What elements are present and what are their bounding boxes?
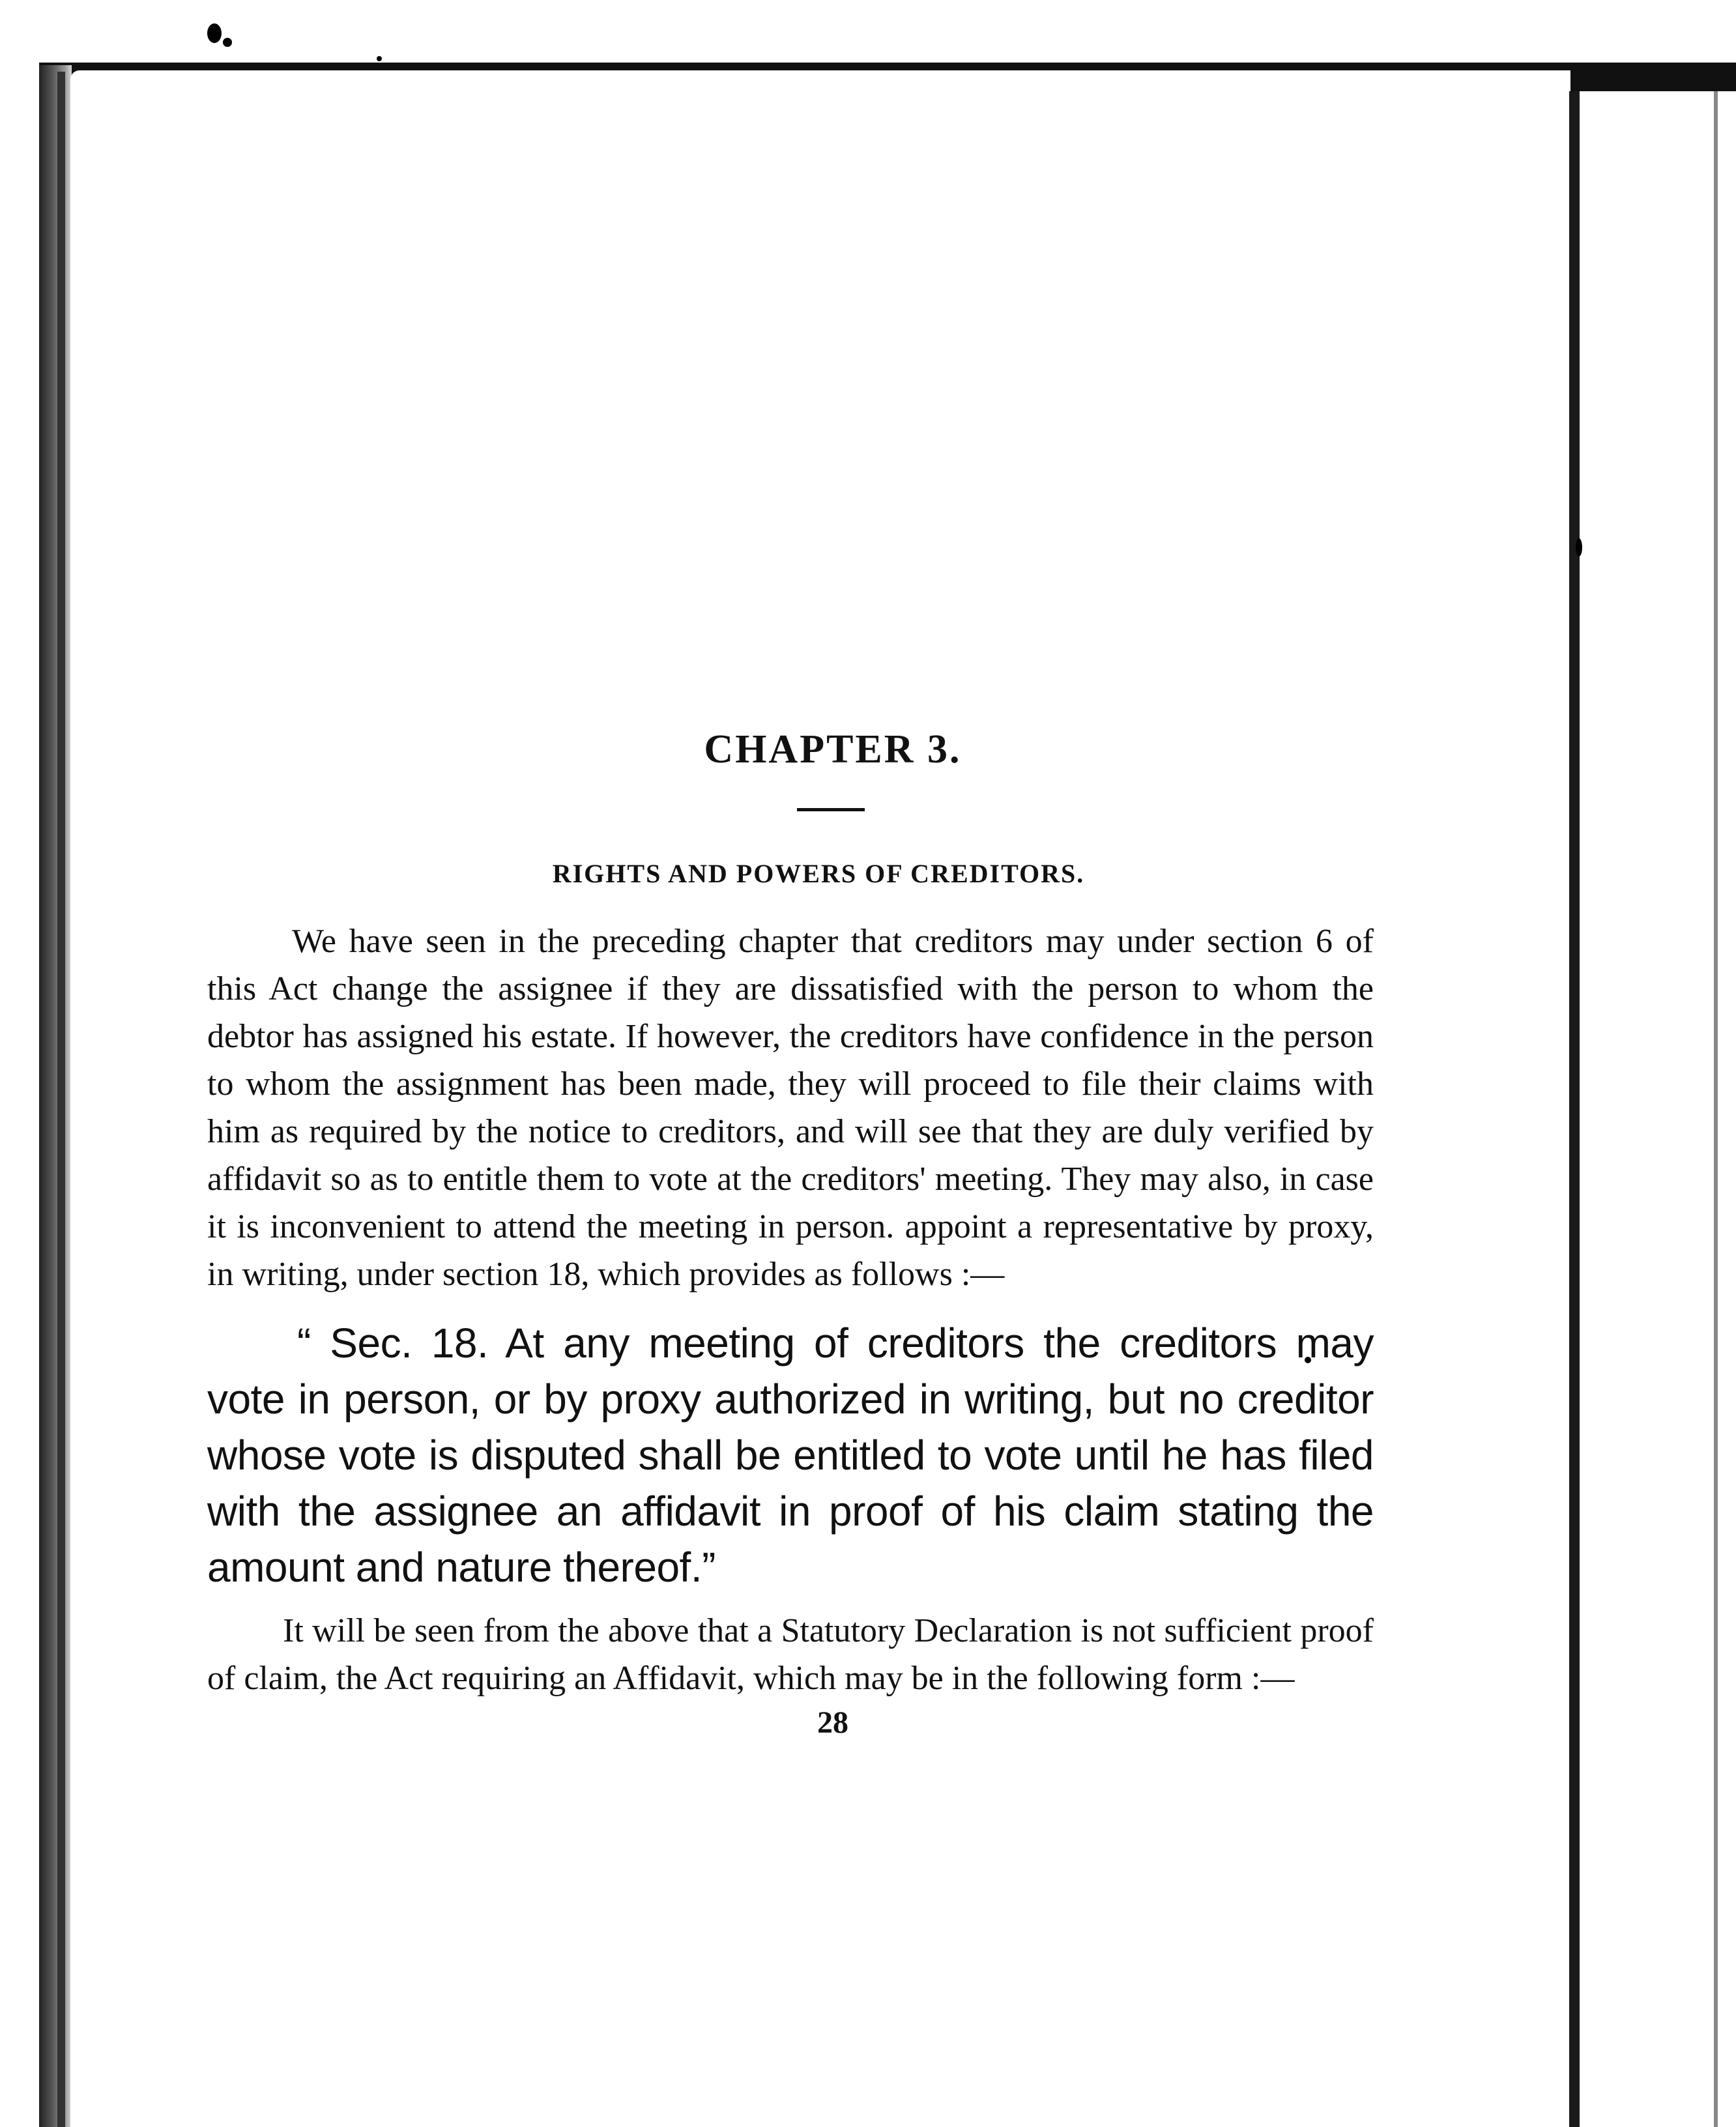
page-content bbox=[207, 717, 1374, 1741]
book-left-edge bbox=[39, 65, 72, 2127]
scan-speck bbox=[377, 56, 382, 61]
scan-speck bbox=[207, 23, 222, 43]
chapter-divider-rule bbox=[797, 808, 865, 811]
facing-page bbox=[1580, 91, 1736, 2127]
page-gutter-shadow bbox=[1569, 91, 1580, 2127]
facing-page-edge bbox=[1714, 91, 1718, 2127]
page-number: 28 bbox=[817, 1705, 848, 1740]
chapter-title: CHAPTER 3. bbox=[704, 727, 962, 772]
section-heading: RIGHTS AND POWERS OF CREDITORS. bbox=[552, 859, 1085, 888]
statute-quotation: “ Sec. 18. At any meeting of creditors the creditors may vote in person, or by proxy authorized in writing, but no creditor whose vote is disputed shall be entitled to vote until he has filed with the assignee an affidavit in proof of his claim stating the amount and nature thereof.” bbox=[207, 1320, 1374, 1591]
scan-speck bbox=[1576, 538, 1582, 557]
book-spine-strip bbox=[57, 72, 65, 2127]
scan-speck bbox=[223, 38, 232, 47]
body-paragraph-2: It will be seen from the above that a Statutory Declaration is not sufficient proof of claim, the Act requiring an Affidavit, which may be in the following form :— bbox=[207, 1612, 1374, 1697]
body-paragraph-1: We have seen in the preceding chapter that creditors may under section 6 of this Act change the assignee if they are dissatisfied with the person to whom the debtor has assigned his estate. If however, the creditors have confidence in the person to whom the assignment has been made, they will proceed to file their claims with him as required by the notice to creditors, and will see that they are duly verified by affidavit so as to entitle them to vote at the creditors' meeting. They may also, in case it is inconvenient to attend the meeting in person. appoint a representative by proxy, in writing, under section 18, which provides as follows :— bbox=[207, 923, 1374, 1293]
